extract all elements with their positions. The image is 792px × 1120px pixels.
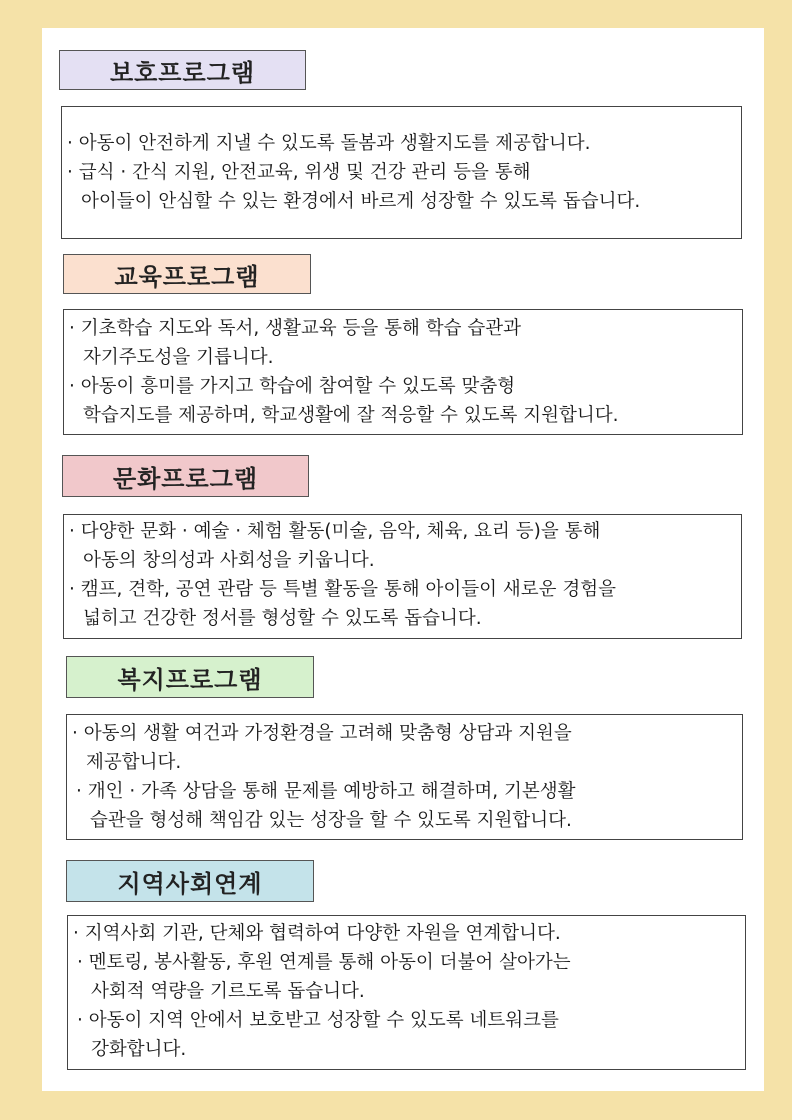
section-title-community: [66, 860, 314, 902]
bullet-line: · 아동이 지역 안에서 보호받고 성장할 수 있도록 네트워크를: [77, 1010, 559, 1031]
continuation-line: 강화합니다.: [91, 1039, 187, 1060]
bullet-line: · 멘토링, 봉사활동, 후원 연계를 통해 아동이 더불어 살아가는: [77, 952, 571, 973]
continuation-line: 사회적 역량을 기르도록 돕습니다.: [91, 981, 365, 1002]
continuation-line: 아이들이 안심할 수 있는 환경에서 바르게 성장할 수 있도록 돕습니다.: [81, 191, 641, 212]
bullet-line: · 지역사회 기관, 단체와 협력하여 다양한 자원을 연계합니다.: [73, 923, 561, 944]
section-title-education: [63, 254, 311, 294]
bullet-line: · 캠프, 견학, 공연 관람 등 특별 활동을 통해 아이들이 새로운 경험을: [69, 579, 616, 600]
bullet-line: · 아동이 흥미를 가지고 학습에 참여할 수 있도록 맞춤형: [69, 376, 516, 397]
bullet-line: · 다양한 문화 · 예술 · 체험 활동(미술, 음악, 체육, 요리 등)을 통해: [69, 521, 601, 542]
bullet-line: · 급식 · 간식 지원, 안전교육, 위생 및 건강 관리 등을 통해: [67, 162, 531, 183]
section-title-protection: [59, 50, 306, 90]
continuation-line: 아동의 창의성과 사회성을 키웁니다.: [83, 550, 375, 571]
continuation-line: 습관을 형성해 책임감 있는 성장을 할 수 있도록 지원합니다.: [90, 810, 572, 831]
continuation-line: 제공합니다.: [86, 752, 182, 773]
bullet-line: · 아동이 안전하게 지낼 수 있도록 돌봄과 생활지도를 제공합니다.: [67, 133, 591, 154]
section-title-welfare: [66, 656, 314, 698]
continuation-line: 넓히고 건강한 정서를 형성할 수 있도록 돕습니다.: [83, 608, 482, 629]
section-box-community: [67, 915, 746, 1070]
section-title-text: 복지프로그램: [117, 665, 263, 694]
section-box-protection: [61, 106, 742, 239]
section-title-text: 보호프로그램: [109, 58, 256, 87]
bullet-line: · 기초학습 지도와 독서, 생활교육 등을 통해 학습 습관과: [69, 318, 521, 339]
section-title-text: 문화프로그램: [112, 464, 259, 493]
continuation-line: 자기주도성을 기릅니다.: [83, 347, 274, 368]
section-box-culture: [63, 514, 742, 639]
section-title-text: 지역사회연계: [117, 869, 263, 898]
section-box-welfare: [66, 714, 743, 840]
section-box-education: [63, 309, 743, 435]
bullet-line: · 개인 · 가족 상담을 통해 문제를 예방하고 해결하며, 기본생활: [76, 781, 576, 802]
section-title-culture: [62, 455, 309, 497]
continuation-line: 학습지도를 제공하며, 학교생활에 잘 적응할 수 있도록 지원합니다.: [83, 405, 619, 426]
section-title-text: 교육프로그램: [114, 262, 260, 291]
page: [42, 28, 764, 1091]
bullet-line: · 아동의 생활 여건과 가정환경을 고려해 맞춤형 상담과 지원을: [72, 723, 572, 744]
